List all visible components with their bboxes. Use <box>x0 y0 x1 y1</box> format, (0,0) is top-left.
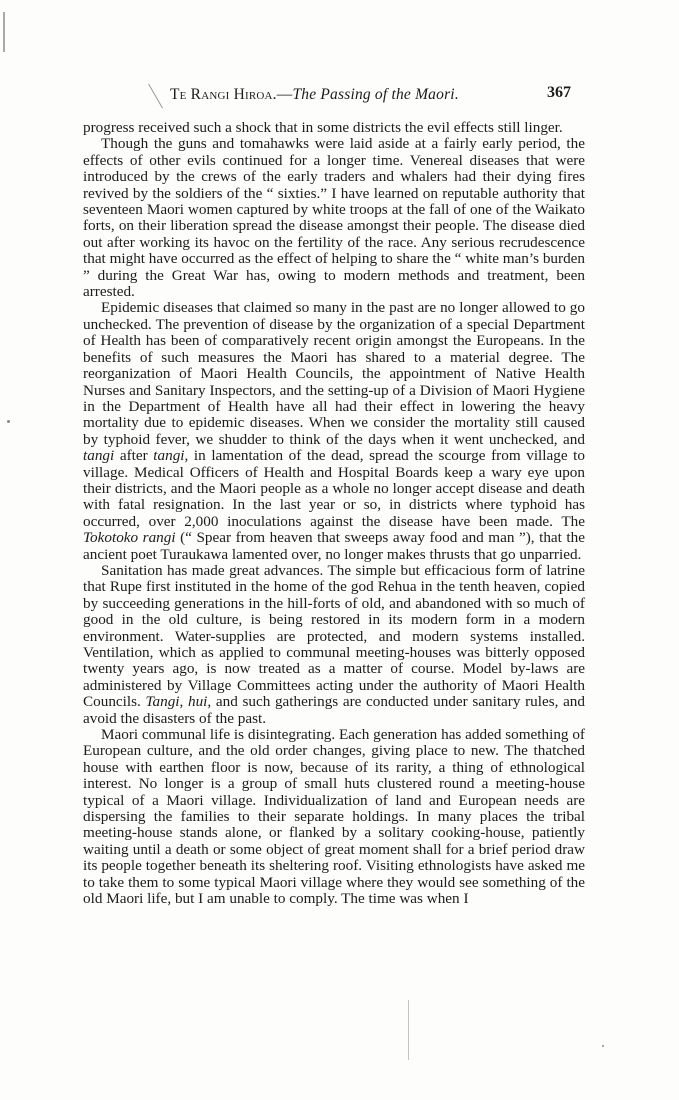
italic-term: tangi <box>153 447 185 465</box>
text-run: Though the guns and tomahawks were laid aside at a fairly early period, the effects of other evils continued for a longer time. Venereal diseases that were introduced by the crews of the early traders and whalers had their dying fires revived by the soldiers of the “ sixties.” I have learned on reputable authority that seventeen Maori women captured by white troops at the fall of one of the Waikato forts, on their liberation spread the disease amongst their people. The disease died out after working its havoc on the fertility of the race. Any serious recrudescence that might have occurred as the effect of helping to share the “ white man’s burden ” during the Great War has, owing to modern methods and treatment, been arrested. <box>83 135 585 301</box>
running-header: Te Rangi Hiroa.—The Passing of the Maori. <box>170 86 459 103</box>
text-run: progress received such a shock that in some districts the evil effects still linger. <box>83 119 563 136</box>
paragraph <box>83 136 585 300</box>
bottom-scratch-mark <box>408 1000 409 1060</box>
header-author: Te Rangi Hiroa. <box>170 86 277 103</box>
text-run: after <box>114 447 154 465</box>
margin-dot-mark <box>7 420 10 423</box>
paragraph <box>83 120 585 136</box>
italic-term: hui <box>187 693 208 711</box>
text-run: Epidemic diseases that claimed so many in the past are no longer allowed to go unchecked. The prevention of disease by the organization of a special Department of Health has been of comparatively recent origin amongst the Europeans. In the benefits of such measures the Maori has shared to a material degree. The reorganization of Maori Health Councils, the appointment of Native Health Nurses and Sanitary Inspectors, and the setting-up of a Division of Maori Hygiene in the Department of Health have all had their effect in lowering the heavy mortality due to epidemic diseases. When we consider the mortality still caused by typhoid fever, we shudder to think of the days when it went unchecked, and <box>83 299 585 448</box>
bottom-dot-mark <box>602 1045 604 1047</box>
text-run: Maori communal life is disintegrating. Each generation has added something of European culture, and the old order changes, giving place to new. The thatched house with earthen floor is now, because of its rarity, a thing of ethnological interest. No longer is a group of small huts clustered round a meeting-house typical of a Maori village. Individualization of land and European needs are dispersing the families to their separate holdings. In many places the tribal meeting-house stands alone, or flanked by a solitary cooking-house, patiently waiting until a death or some object of great moment shall for a brief period draw its people together beneath its sheltering roof. Visiting ethnologists have asked me to take them to some typical Maori village where they would see something of the old Maori life, but I am unable to comply. The time was when I <box>83 726 585 908</box>
margin-scratch-mark <box>3 12 5 52</box>
header-pencil-mark <box>148 84 163 109</box>
paragraph <box>83 300 585 563</box>
italic-term: tangi <box>83 447 115 465</box>
paragraph <box>83 727 585 907</box>
paragraph <box>83 563 585 727</box>
body-text <box>83 120 585 908</box>
text-run: , and such gatherings are conducted under sanitary rules, and avoid the disasters of the past. <box>83 693 585 727</box>
text-run: (“ Spear from heaven that sweeps away food and man ”), that the ancient poet Turaukawa lamented over, no longer makes thrusts that go unparried. <box>83 529 585 563</box>
italic-term: Tangi <box>145 693 180 711</box>
text-run: , in lamentation of the dead, spread the scourge from village to village. Medical Officers of Health and Hospital Boards keep a wary eye upon their districts, and the Maori people as a whole no longer accept disease and death with fatal resignation. In the last year or so, in districts where typhoid has occurred, over 2,000 inoculations against the disease have been made. The <box>83 447 585 530</box>
header-title: The Passing of the Maori. <box>292 86 459 103</box>
text-run: , <box>179 693 188 711</box>
text-run: Sanitation has made great advances. The simple but efficacious form of latrine that Rupe first instituted in the home of the god Rehua in the tenth heaven, copied by succeeding generations in the hill-forts of old, and abandoned with so much of good in the old culture, is being restored in its modern form in a modern environment. Water-supplies are protected, and modern systems installed. Ventilation, which as applied to communal meeting-houses was bitterly opposed twenty years ago, is now treated as a matter of course. Model by-laws are administered by Village Committees acting under the authority of Maori Health Councils. <box>83 561 585 711</box>
page-number: 367 <box>547 84 571 101</box>
italic-term: Tokotoko rangi <box>83 529 176 547</box>
